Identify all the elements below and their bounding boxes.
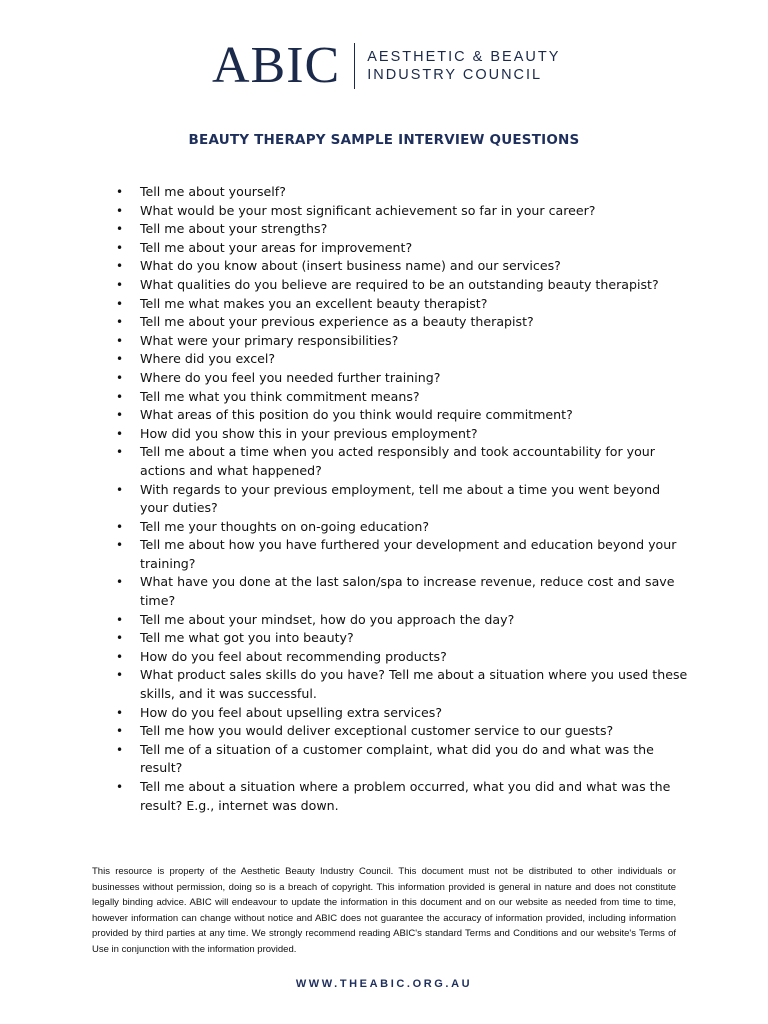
question-item bbox=[112, 239, 692, 258]
question-text: What have you done at the last salon/spa to increase revenue, reduce cost and save time? bbox=[140, 574, 675, 609]
question-text: Tell me what got you into beauty? bbox=[140, 630, 354, 646]
bullet-icon: • bbox=[116, 333, 124, 348]
bullet-icon: • bbox=[116, 426, 124, 441]
question-text: Where did you excel? bbox=[140, 351, 276, 367]
question-item bbox=[112, 257, 692, 276]
question-text: Tell me about how you have furthered your development and education beyond your training? bbox=[140, 537, 677, 571]
question-item bbox=[112, 313, 692, 332]
question-item bbox=[112, 481, 692, 518]
question-item bbox=[112, 220, 692, 239]
bullet-icon: • bbox=[116, 259, 124, 274]
bullet-icon: • bbox=[116, 370, 124, 385]
question-item bbox=[112, 202, 692, 221]
page-title: BEAUTY THERAPY SAMPLE INTERVIEW QUESTIONS bbox=[188, 132, 580, 148]
bullet-icon: • bbox=[116, 203, 124, 218]
bullet-icon: • bbox=[116, 649, 124, 664]
bullet-icon: • bbox=[116, 742, 124, 757]
bullet-icon: • bbox=[116, 240, 124, 255]
question-item bbox=[112, 332, 692, 351]
bullet-icon: • bbox=[116, 575, 124, 590]
question-item bbox=[112, 722, 692, 741]
question-item bbox=[112, 369, 692, 388]
question-item bbox=[112, 573, 692, 610]
bullet-icon: • bbox=[116, 185, 124, 199]
bullet-icon: • bbox=[116, 724, 124, 739]
question-text: Tell me about a situation where a problem occurred, what you did and what was the result? E.g., internet was down. bbox=[140, 779, 671, 813]
question-text: With regards to your previous employment, tell me about a time you went beyond your duties? bbox=[140, 481, 661, 516]
question-item bbox=[112, 443, 692, 480]
question-item bbox=[112, 778, 692, 815]
question-item bbox=[112, 629, 692, 648]
question-text: What areas of this position do you think would require commitment? bbox=[140, 407, 573, 423]
bullet-icon: • bbox=[116, 222, 124, 237]
question-text: What were your primary responsibilities? bbox=[140, 332, 399, 348]
question-item bbox=[112, 406, 692, 425]
question-item bbox=[112, 425, 692, 444]
bullet-icon: • bbox=[116, 296, 124, 311]
bullet-icon: • bbox=[116, 408, 124, 423]
bullet-icon: • bbox=[116, 538, 124, 553]
bullet-icon: • bbox=[116, 705, 124, 720]
question-item bbox=[112, 611, 692, 630]
question-text: Tell me about your previous experience as a beauty therapist? bbox=[140, 314, 534, 330]
question-text: Tell me about your mindset, how do you approach the day? bbox=[140, 611, 515, 627]
question-item bbox=[112, 741, 692, 778]
website-url[interactable]: WWW.THEABIC.ORG.AU bbox=[295, 978, 473, 990]
question-text: Tell me what you think commitment means? bbox=[140, 388, 420, 404]
bullet-icon: • bbox=[116, 277, 124, 292]
question-text: Tell me of a situation of a customer complaint, what did you do and what was the result? bbox=[140, 741, 654, 776]
abic-logo bbox=[212, 38, 560, 94]
logo-divider bbox=[354, 43, 355, 89]
bullet-icon: • bbox=[116, 612, 124, 627]
question-text: Tell me about your areas for improvement? bbox=[140, 239, 413, 255]
question-item bbox=[112, 183, 692, 202]
question-text: How did you show this in your previous employment? bbox=[140, 425, 478, 441]
bullet-icon: • bbox=[116, 352, 124, 367]
disclaimer-text: This resource is property of the Aesthetic Beauty Industry Council. This document must not be distributed to other individuals or businesses without permission, doing so is a breach of copyright. This information provided is general in nature and does not constitute legally binding advice. ABIC will endeavour to update the information in this document and on our website as needed from time to time, however information can change without notice and ABIC does not guarantee the accuracy of information provided, including information provided by third parties at any time. We strongly recommend reading ABIC's standard Terms and Conditions and our website's Terms of Use in conjunction with the information provided. bbox=[92, 866, 676, 955]
question-text: Tell me about yourself? bbox=[140, 184, 286, 199]
logo-line-1: AESTHETIC & BEAUTY bbox=[367, 49, 561, 65]
bullet-icon: • bbox=[116, 668, 124, 683]
question-item bbox=[112, 704, 692, 723]
question-item bbox=[112, 666, 692, 703]
question-text: How do you feel about upselling extra services? bbox=[140, 704, 443, 720]
question-text: Tell me about your strengths? bbox=[140, 221, 328, 237]
question-item bbox=[112, 388, 692, 407]
bullet-icon: • bbox=[116, 519, 124, 534]
bullet-icon: • bbox=[116, 482, 124, 497]
question-item bbox=[112, 518, 692, 537]
bullet-icon: • bbox=[116, 780, 124, 794]
question-text: Tell me about a time when you acted responsibly and took accountability for your actions and what happened? bbox=[140, 444, 655, 478]
logo-line-2: INDUSTRY COUNCIL bbox=[367, 67, 543, 83]
question-text: Tell me your thoughts on on-going education? bbox=[140, 518, 429, 534]
bullet-icon: • bbox=[116, 389, 124, 404]
question-text: Tell me what makes you an excellent beauty therapist? bbox=[140, 295, 488, 311]
question-item bbox=[112, 350, 692, 369]
logo-mark: ABIC bbox=[212, 37, 341, 94]
bullet-icon: • bbox=[116, 631, 124, 646]
logo-text bbox=[367, 48, 560, 84]
question-text: How do you feel about recommending products? bbox=[140, 648, 447, 664]
question-item bbox=[112, 295, 692, 314]
question-text: What do you know about (insert business name) and our services? bbox=[140, 258, 561, 274]
question-item bbox=[112, 276, 692, 295]
question-list bbox=[112, 183, 692, 815]
bullet-icon: • bbox=[116, 315, 124, 330]
question-item bbox=[112, 536, 692, 573]
question-text: Where do you feel you needed further training? bbox=[140, 369, 441, 385]
question-item bbox=[112, 648, 692, 667]
bullet-icon: • bbox=[116, 445, 124, 460]
question-text: Tell me how you would deliver exceptional customer service to our guests? bbox=[140, 723, 614, 739]
question-text: What qualities do you believe are required to be an outstanding beauty therapist? bbox=[140, 276, 659, 292]
question-text: What product sales skills do you have? Tell me about a situation where you used these skills, and it was successful. bbox=[140, 667, 688, 702]
question-text: What would be your most significant achievement so far in your career? bbox=[140, 202, 596, 218]
